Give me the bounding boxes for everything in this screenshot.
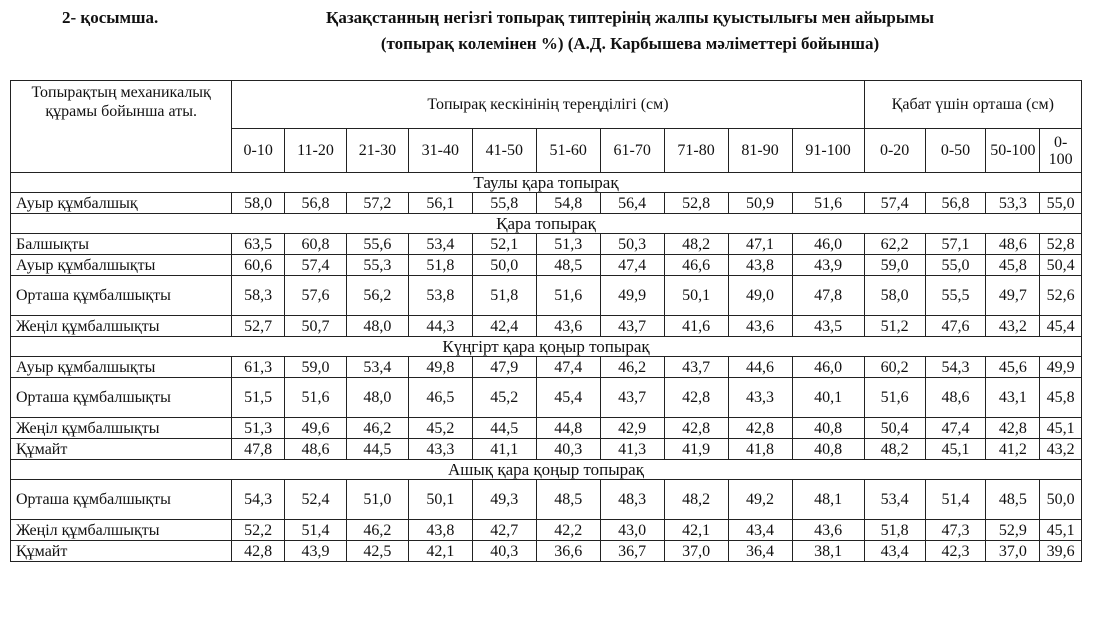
value-cell: 37,0 [986, 541, 1040, 562]
value-cell: 40,3 [536, 439, 600, 460]
value-cell: 47,6 [925, 316, 986, 337]
value-cell: 47,4 [600, 255, 664, 276]
value-cell: 42,5 [346, 541, 408, 562]
depth-column-header: 41-50 [472, 129, 536, 173]
section-row [11, 214, 1082, 234]
soil-name-cell: Жеңіл құмбалшықты [11, 418, 232, 439]
value-cell: 43,3 [728, 378, 792, 418]
value-cell: 50,9 [728, 193, 792, 214]
value-cell: 55,5 [925, 276, 986, 316]
value-cell: 49,6 [285, 418, 347, 439]
value-cell: 45,4 [1040, 316, 1082, 337]
value-cell: 39,6 [1040, 541, 1082, 562]
value-cell: 57,2 [346, 193, 408, 214]
soil-name-cell: Ауыр құмбалшықты [11, 255, 232, 276]
value-cell: 43,7 [600, 316, 664, 337]
value-cell: 42,4 [472, 316, 536, 337]
table-row [11, 255, 1082, 276]
value-cell: 54,8 [536, 193, 600, 214]
depth-column-header: 11-20 [285, 129, 347, 173]
value-cell: 43,8 [408, 520, 472, 541]
value-cell: 48,1 [792, 480, 864, 520]
value-cell: 43,7 [600, 378, 664, 418]
value-cell: 41,9 [664, 439, 728, 460]
value-cell: 47,9 [472, 357, 536, 378]
soil-name-cell: Орташа құмбалшықты [11, 276, 232, 316]
value-cell: 41,2 [986, 439, 1040, 460]
value-cell: 48,5 [536, 480, 600, 520]
table-row [11, 520, 1082, 541]
value-cell: 49,2 [728, 480, 792, 520]
value-cell: 42,8 [986, 418, 1040, 439]
value-cell: 45,1 [1040, 520, 1082, 541]
section-title: Қара топырақ [11, 214, 1082, 234]
value-cell: 52,8 [664, 193, 728, 214]
value-cell: 50,4 [1040, 255, 1082, 276]
value-cell: 51,2 [864, 316, 925, 337]
value-cell: 60,8 [285, 234, 347, 255]
value-cell: 45,8 [986, 255, 1040, 276]
value-cell: 54,3 [925, 357, 986, 378]
value-cell: 37,0 [664, 541, 728, 562]
value-cell: 36,4 [728, 541, 792, 562]
value-cell: 55,0 [925, 255, 986, 276]
value-cell: 63,5 [232, 234, 285, 255]
value-cell: 56,8 [285, 193, 347, 214]
section-title: Ашық қара қоңыр топырақ [11, 460, 1082, 480]
table-row [11, 234, 1082, 255]
soil-name-cell: Орташа құмбалшықты [11, 378, 232, 418]
header-row-groups [11, 81, 1082, 129]
table-row [11, 418, 1082, 439]
average-group-header: Қабат үшін орташа (см) [864, 81, 1081, 129]
porosity-table [10, 80, 1082, 562]
value-cell: 51,3 [232, 418, 285, 439]
value-cell: 43,2 [986, 316, 1040, 337]
depth-column-header: 81-90 [728, 129, 792, 173]
value-cell: 44,3 [408, 316, 472, 337]
value-cell: 42,8 [728, 418, 792, 439]
value-cell: 55,6 [346, 234, 408, 255]
value-cell: 43,1 [986, 378, 1040, 418]
value-cell: 53,3 [986, 193, 1040, 214]
depth-column-header: 51-60 [536, 129, 600, 173]
table-row [11, 193, 1082, 214]
value-cell: 54,3 [232, 480, 285, 520]
value-cell: 56,8 [925, 193, 986, 214]
soil-name-cell: Ауыр құмбалшықты [11, 357, 232, 378]
value-cell: 47,8 [232, 439, 285, 460]
value-cell: 45,1 [1040, 418, 1082, 439]
value-cell: 52,2 [232, 520, 285, 541]
depth-column-header: 21-30 [346, 129, 408, 173]
soil-name-cell: Құмайт [11, 541, 232, 562]
value-cell: 42,1 [408, 541, 472, 562]
value-cell: 45,2 [472, 378, 536, 418]
section-title: Күңгірт қара қоңыр топырақ [11, 337, 1082, 357]
value-cell: 43,9 [285, 541, 347, 562]
value-cell: 48,2 [664, 480, 728, 520]
value-cell: 45,1 [925, 439, 986, 460]
value-cell: 53,4 [346, 357, 408, 378]
value-cell: 58,3 [232, 276, 285, 316]
value-cell: 47,1 [728, 234, 792, 255]
value-cell: 42,8 [232, 541, 285, 562]
value-cell: 56,1 [408, 193, 472, 214]
value-cell: 48,0 [346, 316, 408, 337]
value-cell: 58,0 [232, 193, 285, 214]
value-cell: 44,6 [728, 357, 792, 378]
value-cell: 47,8 [792, 276, 864, 316]
value-cell: 50,7 [285, 316, 347, 337]
value-cell: 46,2 [346, 418, 408, 439]
value-cell: 43,5 [792, 316, 864, 337]
depth-column-header: 31-40 [408, 129, 472, 173]
value-cell: 57,4 [864, 193, 925, 214]
value-cell: 56,4 [600, 193, 664, 214]
value-cell: 47,4 [925, 418, 986, 439]
value-cell: 52,4 [285, 480, 347, 520]
value-cell: 43,9 [792, 255, 864, 276]
depth-column-header: 61-70 [600, 129, 664, 173]
value-cell: 48,5 [986, 480, 1040, 520]
value-cell: 49,7 [986, 276, 1040, 316]
value-cell: 50,0 [472, 255, 536, 276]
value-cell: 50,4 [864, 418, 925, 439]
value-cell: 57,6 [285, 276, 347, 316]
value-cell: 42,2 [536, 520, 600, 541]
value-cell: 43,8 [728, 255, 792, 276]
value-cell: 43,6 [792, 520, 864, 541]
value-cell: 40,8 [792, 439, 864, 460]
depth-column-header: 71-80 [664, 129, 728, 173]
value-cell: 43,3 [408, 439, 472, 460]
value-cell: 49,9 [600, 276, 664, 316]
value-cell: 42,9 [600, 418, 664, 439]
value-cell: 59,0 [864, 255, 925, 276]
table-row [11, 480, 1082, 520]
value-cell: 51,4 [285, 520, 347, 541]
document-title-line-2: (топырақ колемінен %) (А.Д. Карбышева мәліметтері бойынша) [380, 34, 880, 53]
value-cell: 52,7 [232, 316, 285, 337]
value-cell: 59,0 [285, 357, 347, 378]
average-column-header: 0-100 [1040, 129, 1082, 173]
value-cell: 55,3 [346, 255, 408, 276]
document-header [0, 0, 1102, 70]
value-cell: 60,2 [864, 357, 925, 378]
section-row [11, 460, 1082, 480]
value-cell: 52,9 [986, 520, 1040, 541]
value-cell: 43,4 [864, 541, 925, 562]
soil-name-cell: Құмайт [11, 439, 232, 460]
value-cell: 52,8 [1040, 234, 1082, 255]
table-row [11, 316, 1082, 337]
value-cell: 44,5 [472, 418, 536, 439]
value-cell: 36,6 [536, 541, 600, 562]
value-cell: 55,0 [1040, 193, 1082, 214]
value-cell: 61,3 [232, 357, 285, 378]
value-cell: 46,2 [600, 357, 664, 378]
value-cell: 57,4 [285, 255, 347, 276]
value-cell: 51,5 [232, 378, 285, 418]
value-cell: 45,8 [1040, 378, 1082, 418]
soil-name-cell: Жеңіл құмбалшықты [11, 520, 232, 541]
section-title: Таулы қара топырақ [11, 173, 1082, 193]
value-cell: 52,1 [472, 234, 536, 255]
value-cell: 47,3 [925, 520, 986, 541]
soil-name-cell: Жеңіл құмбалшықты [11, 316, 232, 337]
value-cell: 43,0 [600, 520, 664, 541]
depth-group-header: Топырақ кескінінің тереңділігі (см) [232, 81, 864, 129]
value-cell: 40,8 [792, 418, 864, 439]
value-cell: 55,8 [472, 193, 536, 214]
value-cell: 51,3 [536, 234, 600, 255]
value-cell: 40,1 [792, 378, 864, 418]
value-cell: 50,0 [1040, 480, 1082, 520]
value-cell: 56,2 [346, 276, 408, 316]
value-cell: 45,4 [536, 378, 600, 418]
average-column-header: 0-50 [925, 129, 986, 173]
value-cell: 43,4 [728, 520, 792, 541]
section-row [11, 337, 1082, 357]
value-cell: 48,3 [600, 480, 664, 520]
table-row [11, 439, 1082, 460]
value-cell: 52,6 [1040, 276, 1082, 316]
value-cell: 50,1 [664, 276, 728, 316]
section-row [11, 173, 1082, 193]
value-cell: 42,8 [664, 418, 728, 439]
average-column-header: 0-20 [864, 129, 925, 173]
soil-name-cell: Орташа құмбалшықты [11, 480, 232, 520]
name-column-header: Топырақтың механикалық құрамы бойынша аты. [11, 81, 232, 173]
value-cell: 62,2 [864, 234, 925, 255]
document-title-line-1: Қазақстанның негізгі топырақ типтерінің жалпы қуыстылығы мен айырымы [326, 8, 934, 27]
table-row [11, 357, 1082, 378]
value-cell: 46,6 [664, 255, 728, 276]
value-cell: 51,4 [925, 480, 986, 520]
soil-name-cell: Балшықты [11, 234, 232, 255]
value-cell: 45,2 [408, 418, 472, 439]
value-cell: 42,3 [925, 541, 986, 562]
value-cell: 49,8 [408, 357, 472, 378]
value-cell: 53,4 [864, 480, 925, 520]
depth-column-header: 91-100 [792, 129, 864, 173]
value-cell: 43,6 [728, 316, 792, 337]
soil-name-cell: Ауыр құмбалшық [11, 193, 232, 214]
value-cell: 51,6 [792, 193, 864, 214]
value-cell: 45,6 [986, 357, 1040, 378]
value-cell: 42,1 [664, 520, 728, 541]
value-cell: 48,6 [925, 378, 986, 418]
appendix-label: 2- қосымша. [62, 8, 159, 27]
value-cell: 50,3 [600, 234, 664, 255]
table-row [11, 541, 1082, 562]
value-cell: 47,4 [536, 357, 600, 378]
value-cell: 43,7 [664, 357, 728, 378]
value-cell: 48,2 [664, 234, 728, 255]
value-cell: 57,1 [925, 234, 986, 255]
table-row [11, 378, 1082, 418]
value-cell: 49,9 [1040, 357, 1082, 378]
value-cell: 58,0 [864, 276, 925, 316]
value-cell: 48,6 [986, 234, 1040, 255]
value-cell: 46,0 [792, 357, 864, 378]
value-cell: 51,0 [346, 480, 408, 520]
depth-column-header: 0-10 [232, 129, 285, 173]
value-cell: 51,6 [536, 276, 600, 316]
value-cell: 48,5 [536, 255, 600, 276]
value-cell: 43,2 [1040, 439, 1082, 460]
value-cell: 41,8 [728, 439, 792, 460]
value-cell: 41,6 [664, 316, 728, 337]
value-cell: 46,2 [346, 520, 408, 541]
value-cell: 43,6 [536, 316, 600, 337]
value-cell: 53,4 [408, 234, 472, 255]
value-cell: 36,7 [600, 541, 664, 562]
table-row [11, 276, 1082, 316]
value-cell: 51,6 [285, 378, 347, 418]
value-cell: 41,1 [472, 439, 536, 460]
value-cell: 48,6 [285, 439, 347, 460]
value-cell: 51,6 [864, 378, 925, 418]
value-cell: 51,8 [408, 255, 472, 276]
value-cell: 50,1 [408, 480, 472, 520]
value-cell: 53,8 [408, 276, 472, 316]
value-cell: 51,8 [472, 276, 536, 316]
average-column-header: 50-100 [986, 129, 1040, 173]
value-cell: 49,3 [472, 480, 536, 520]
value-cell: 41,3 [600, 439, 664, 460]
value-cell: 46,5 [408, 378, 472, 418]
value-cell: 46,0 [792, 234, 864, 255]
value-cell: 42,8 [664, 378, 728, 418]
value-cell: 60,6 [232, 255, 285, 276]
value-cell: 51,8 [864, 520, 925, 541]
value-cell: 49,0 [728, 276, 792, 316]
value-cell: 44,5 [346, 439, 408, 460]
value-cell: 48,2 [864, 439, 925, 460]
value-cell: 42,7 [472, 520, 536, 541]
value-cell: 40,3 [472, 541, 536, 562]
value-cell: 48,0 [346, 378, 408, 418]
value-cell: 44,8 [536, 418, 600, 439]
value-cell: 38,1 [792, 541, 864, 562]
